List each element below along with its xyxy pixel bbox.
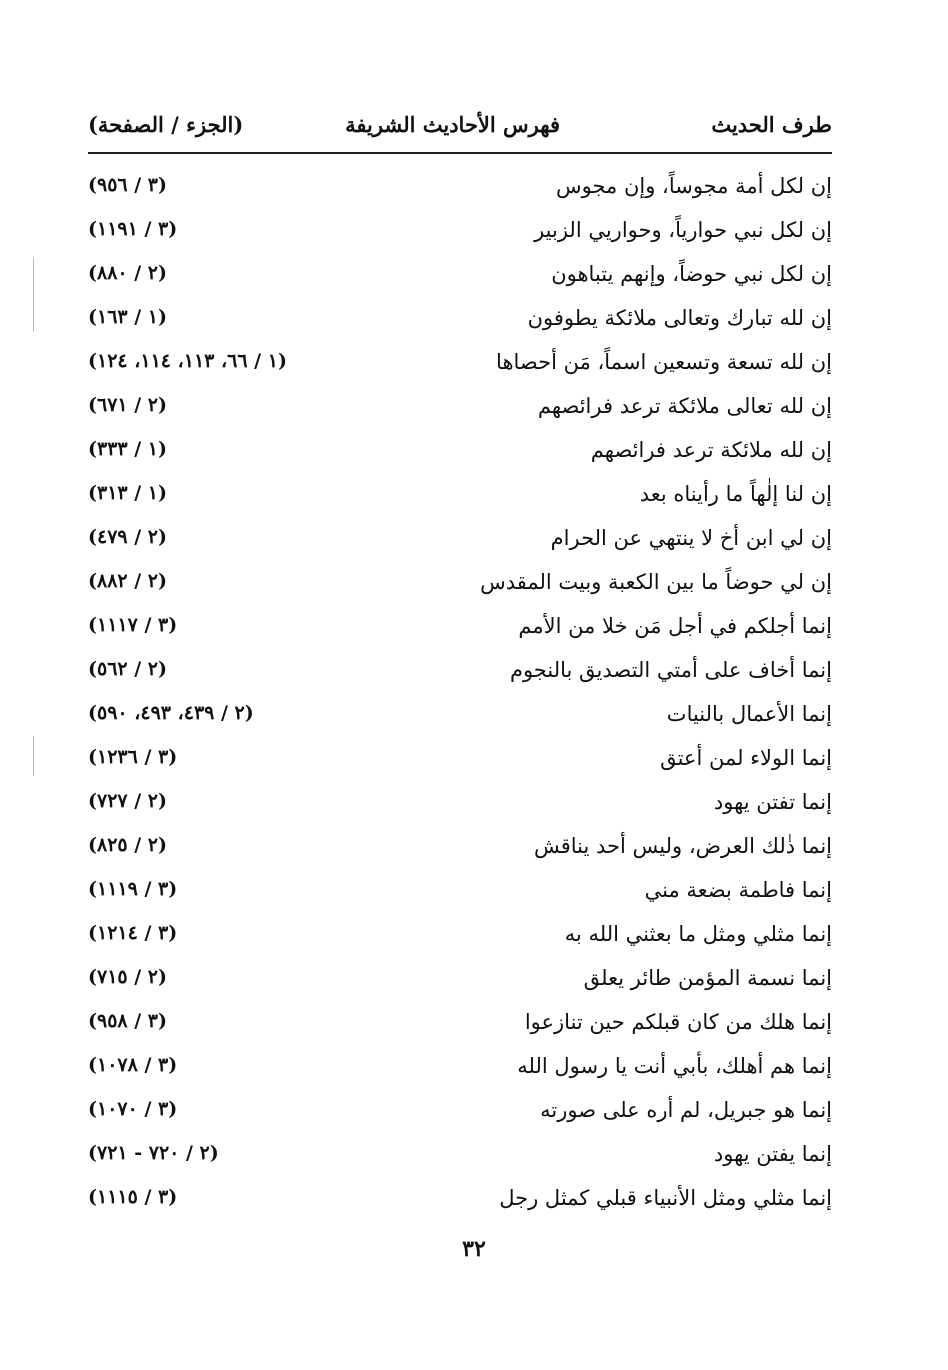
hadith-text: إنما فاطمة بضعة مني (644, 878, 832, 902)
hadith-text: إن لي حوضاً ما بين الكعبة وبيت المقدس (480, 570, 832, 594)
volume-page-reference: (٣ / ١١١٧) (88, 614, 178, 636)
volume-page-reference: (٣ / ١١١٩) (88, 878, 178, 900)
index-row (88, 166, 832, 210)
index-row (88, 518, 832, 562)
volume-page-reference: (٢ / ٧١٥) (88, 966, 168, 988)
margin-mark-top (33, 258, 34, 332)
index-row (88, 1178, 832, 1222)
margin-mark-bottom (33, 736, 34, 776)
volume-page-reference: (١ / ٣٣٣) (88, 438, 168, 460)
volume-page-reference: (٣ / ١٠٧٨) (88, 1054, 178, 1076)
volume-page-reference: (٢ / ٦٧١) (88, 394, 168, 416)
hadith-text: إنما هم أهلك، بأبي أنت يا رسول الله (517, 1054, 832, 1078)
index-row (88, 386, 832, 430)
hadith-text: إنما أجلكم في أجل مَن خلا من الأمم (518, 614, 832, 638)
volume-page-reference: (٢ / ٤٧٩) (88, 526, 168, 548)
index-row (88, 606, 832, 650)
hadith-text: إن لله تعالى ملائكة ترعد فرائصهم (537, 394, 832, 418)
volume-page-reference: (٣ / ١١١٥) (88, 1186, 178, 1208)
index-row (88, 562, 832, 606)
volume-page-reference: (٢ / ٨٢٥) (88, 834, 168, 856)
volume-page-reference: (١ / ١٦٣) (88, 306, 168, 328)
hadith-text: إنما هلك من كان قبلكم حين تنازعوا (524, 1010, 832, 1034)
index-row (88, 694, 832, 738)
hadith-text: إنما أخاف على أمتي التصديق بالنجوم (509, 658, 832, 682)
volume-page-reference: (١ / ٦٦، ١١٣، ١١٤، ١٢٤) (88, 350, 287, 372)
volume-page-reference: (٢ / ٨٨٠) (88, 262, 168, 284)
index-row (88, 914, 832, 958)
header-rule (88, 152, 832, 154)
hadith-text: إنما هو جبريل، لم أره على صورته (540, 1098, 832, 1122)
volume-page-reference: (٣ / ٩٥٦) (88, 174, 168, 196)
volume-page-reference: (٣ / ١٠٧٠) (88, 1098, 178, 1120)
hadith-text: إن لي ابن أخ لا ينتهي عن الحرام (550, 526, 832, 550)
hadith-text: إنما ذٰلك العرض، وليس أحد يناقش (533, 834, 832, 858)
running-header (88, 108, 832, 148)
index-row (88, 298, 832, 342)
volume-page-reference: (٢ / ٨٨٢) (88, 570, 168, 592)
hadith-text: إنما نسمة المؤمن طائر يعلق (583, 966, 832, 990)
volume-page-reference: (٢ / ٧٢٠ - ٧٢١) (88, 1142, 219, 1164)
page-number: ٣٢ (462, 1236, 486, 1262)
header-column-volume-page: (الجزء / الصفحة) (88, 112, 244, 137)
index-row (88, 870, 832, 914)
index-row (88, 210, 832, 254)
index-row (88, 1134, 832, 1178)
volume-page-reference: (٢ / ٥٦٢) (88, 658, 168, 680)
hadith-text: إن لله ملائكة ترعد فرائصهم (590, 438, 832, 462)
hadith-index-list (88, 166, 832, 1222)
index-row (88, 1046, 832, 1090)
volume-page-reference: (٣ / ١٢١٤) (88, 922, 178, 944)
volume-page-reference: (٢ / ٤٣٩، ٤٩٣، ٥٩٠) (88, 702, 254, 724)
index-row (88, 958, 832, 1002)
index-row (88, 430, 832, 474)
index-row (88, 826, 832, 870)
index-row (88, 650, 832, 694)
volume-page-reference: (٣ / ١١٩١) (88, 218, 178, 240)
hadith-text: إنما مثلي ومثل ما بعثني الله به (564, 922, 832, 946)
header-column-hadith: طرف الحديث (711, 112, 832, 137)
volume-page-reference: (١ / ٣١٣) (88, 482, 168, 504)
index-row (88, 1002, 832, 1046)
volume-page-reference: (٣ / ٩٥٨) (88, 1010, 168, 1032)
hadith-text: إن لنا إلٰهاً ما رأيناه بعد (639, 482, 832, 506)
hadith-text: إنما مثلي ومثل الأنبياء قبلي كمثل رجل (499, 1186, 832, 1210)
index-row (88, 254, 832, 298)
hadith-text: إن لله تبارك وتعالى ملائكة يطوفون (527, 306, 832, 330)
header-index-title: فهرس الأحاديث الشريفة (345, 112, 560, 137)
index-row (88, 782, 832, 826)
hadith-text: إنما تفتن يهود (713, 790, 832, 814)
index-row (88, 738, 832, 782)
volume-page-reference: (٢ / ٧٢٧) (88, 790, 168, 812)
hadith-text: إن لكل نبي حوضاً، وإنهم يتباهون (551, 262, 832, 286)
index-row (88, 474, 832, 518)
hadith-text: إنما الولاء لمن أعتق (660, 746, 832, 770)
volume-page-reference: (٣ / ١٢٣٦) (88, 746, 178, 768)
index-row (88, 1090, 832, 1134)
hadith-text: إن لكل نبي حوارياً، وحواريي الزبير (534, 218, 832, 242)
index-row (88, 342, 832, 386)
hadith-text: إن لكل أمة مجوساً، وإن مجوس (556, 174, 832, 198)
hadith-text: إن لله تسعة وتسعين اسماً، مَن أحصاها (496, 350, 832, 374)
hadith-text: إنما الأعمال بالنيات (666, 702, 832, 726)
hadith-text: إنما يفتن يهود (713, 1142, 832, 1166)
